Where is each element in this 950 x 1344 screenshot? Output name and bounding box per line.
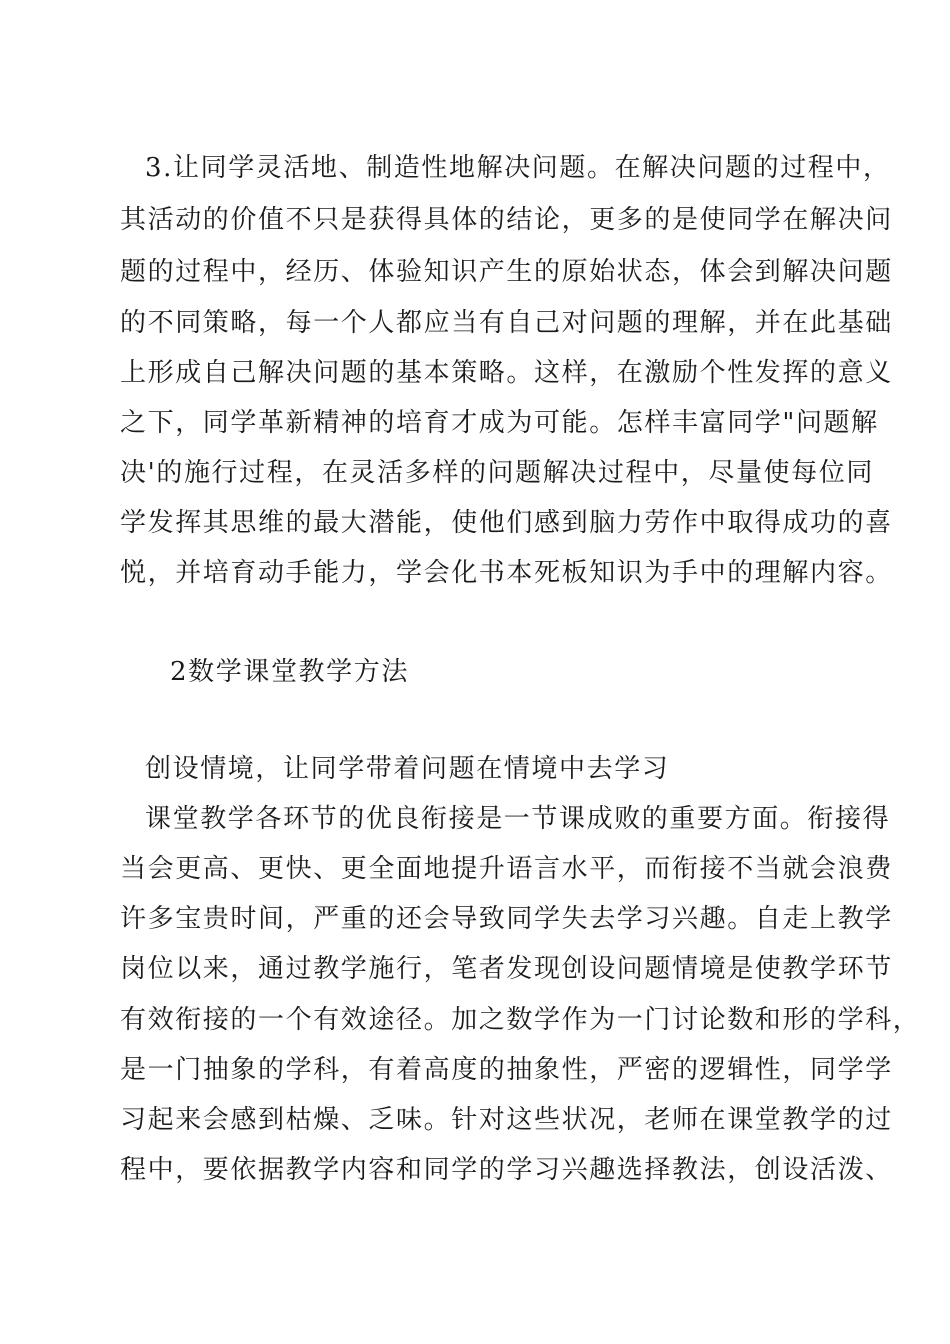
paragraph-line: 程中，要依据教学内容和同学的学习兴趣选择教法，创设活泼、 bbox=[120, 1155, 893, 1185]
paragraph-line: 其活动的价值不只是获得具体的结论，更多的是使同学在解决问 bbox=[120, 205, 893, 235]
subheading: 创设情境，让同学带着问题在情境中去学习 bbox=[145, 754, 670, 784]
paragraph-line: 有效衔接的一个有效途径。加之数学作为一门讨论数和形的学科， bbox=[120, 1005, 921, 1035]
paragraph-line: 课堂教学各环节的优良衔接是一节课成败的重要方面。衔接得 bbox=[145, 804, 891, 834]
paragraph-line: 悦，并培育动手能力，学会化书本死板知识为手中的理解内容。 bbox=[120, 558, 893, 588]
section-heading: 2数学课堂教学方法 bbox=[170, 657, 409, 687]
paragraph-line: 当会更高、更快、更全面地提升语言水平，而衔接不当就会浪费 bbox=[120, 854, 893, 884]
paragraph-line: 是一门抽象的学科，有着高度的抽象性，严密的逻辑性，同学学 bbox=[120, 1055, 893, 1085]
paragraph-line: 许多宝贵时间，严重的还会导致同学失去学习兴趣。自走上教学 bbox=[120, 904, 893, 934]
paragraph-line: 习起来会感到枯燥、乏味。针对这些状况，老师在课堂教学的过 bbox=[120, 1105, 893, 1135]
paragraph-line: 上形成自己解决问题的基本策略。这样，在激励个性发挥的意义 bbox=[120, 358, 893, 388]
paragraph-line: 之下，同学革新精神的培育才成为可能。怎样丰富同学"问题解 bbox=[120, 408, 879, 438]
paragraph-line: 的不同策略，每一个人都应当有自己对问题的理解，并在此基础 bbox=[120, 308, 893, 338]
paragraph-line: 决'的施行过程，在灵活多样的问题解决过程中，尽量使每位同 bbox=[120, 458, 874, 488]
paragraph-line: 3.让同学灵活地、制造性地解决问题。在解决问题的过程中， bbox=[145, 153, 891, 183]
paragraph-line: 题的过程中，经历、体验知识产生的原始状态，体会到解决问题 bbox=[120, 257, 893, 287]
paragraph-line: 岗位以来，通过教学施行，笔者发现创设问题情境是使教学环节 bbox=[120, 954, 893, 984]
paragraph-line: 学发挥其思维的最大潜能，使他们感到脑力劳作中取得成功的喜 bbox=[120, 508, 893, 538]
